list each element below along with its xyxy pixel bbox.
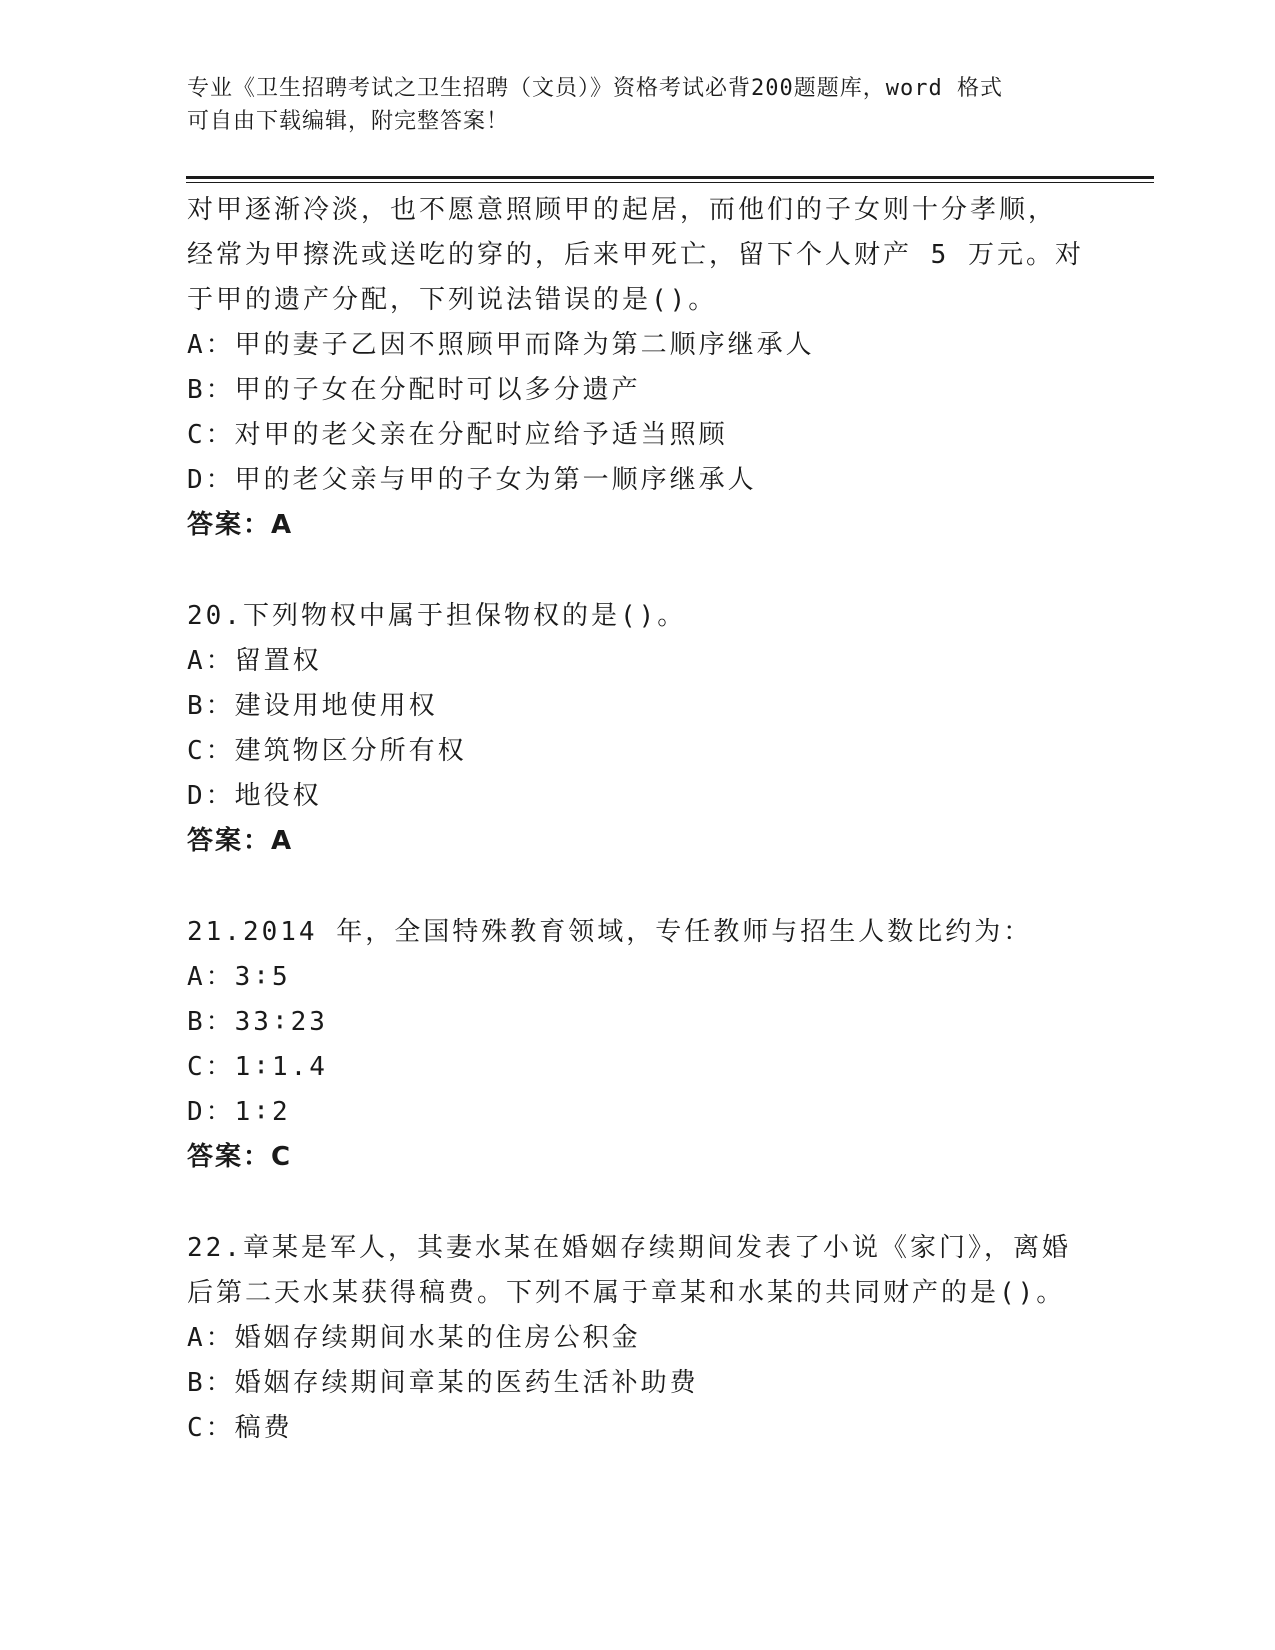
option-a: A：3∶5: [187, 962, 291, 992]
question-19: [187, 188, 1087, 548]
option-a: A：留置权: [187, 646, 322, 676]
question-stem-line: 经常为甲擦洗或送吃的穿的，后来甲死亡，留下个人财产 5 万元。对: [187, 240, 1084, 270]
question-stem-line: 22.章某是军人，其妻水某在婚姻存续期间发表了小说《家门》，离婚: [187, 1233, 1071, 1263]
question-stem-line: 后第二天水某获得稿费。下列不属于章某和水某的共同财产的是()。: [187, 1278, 1066, 1308]
option-b: B：建设用地使用权: [187, 691, 438, 721]
option-d: D：地役权: [187, 781, 322, 811]
option-c: C：稿费: [187, 1413, 293, 1443]
header-divider-thin: [186, 182, 1154, 183]
option-a: A：婚姻存续期间水某的住房公积金: [187, 1323, 641, 1353]
option-a: A：甲的妻子乙因不照顾甲而降为第二顺序继承人: [187, 330, 815, 360]
document-header: [187, 72, 1067, 138]
question-content: [187, 188, 1087, 1451]
question-20: [187, 594, 1087, 864]
question-stem-line: 21.2014 年，全国特殊教育领域，专任教师与招生人数比约为：: [187, 917, 1033, 947]
header-title-line-2: 可自由下载编辑，附完整答案！: [187, 109, 510, 134]
option-d: D：1∶2: [187, 1097, 291, 1127]
header-title-line-1: 专业《卫生招聘考试之卫生招聘（文员）》资格考试必背200题题库，word 格式: [187, 76, 1003, 101]
option-b: B：婚姻存续期间章某的医药生活补助费: [187, 1368, 699, 1398]
answer-label: 答案：A: [187, 510, 294, 540]
question-stem-line: 20.下列物权中属于担保物权的是()。: [187, 601, 687, 631]
question-stem-line: 于甲的遗产分配，下列说法错误的是()。: [187, 285, 718, 315]
option-c: C：对甲的老父亲在分配时应给予适当照顾: [187, 420, 728, 450]
question-stem-line: 对甲逐渐冷淡，也不愿意照顾甲的起居，而他们的子女则十分孝顺，: [187, 195, 1058, 225]
option-c: C：1∶1.4: [187, 1052, 328, 1082]
option-c: C：建筑物区分所有权: [187, 736, 467, 766]
option-b: B：甲的子女在分配时可以多分遗产: [187, 375, 641, 405]
option-b: B：33∶23: [187, 1007, 328, 1037]
question-21: [187, 910, 1087, 1180]
question-22: [187, 1226, 1087, 1451]
answer-label: 答案：A: [187, 826, 294, 856]
header-divider-thick: [186, 176, 1154, 179]
option-d: D：甲的老父亲与甲的子女为第一顺序继承人: [187, 465, 757, 495]
answer-label: 答案：C: [187, 1142, 293, 1172]
